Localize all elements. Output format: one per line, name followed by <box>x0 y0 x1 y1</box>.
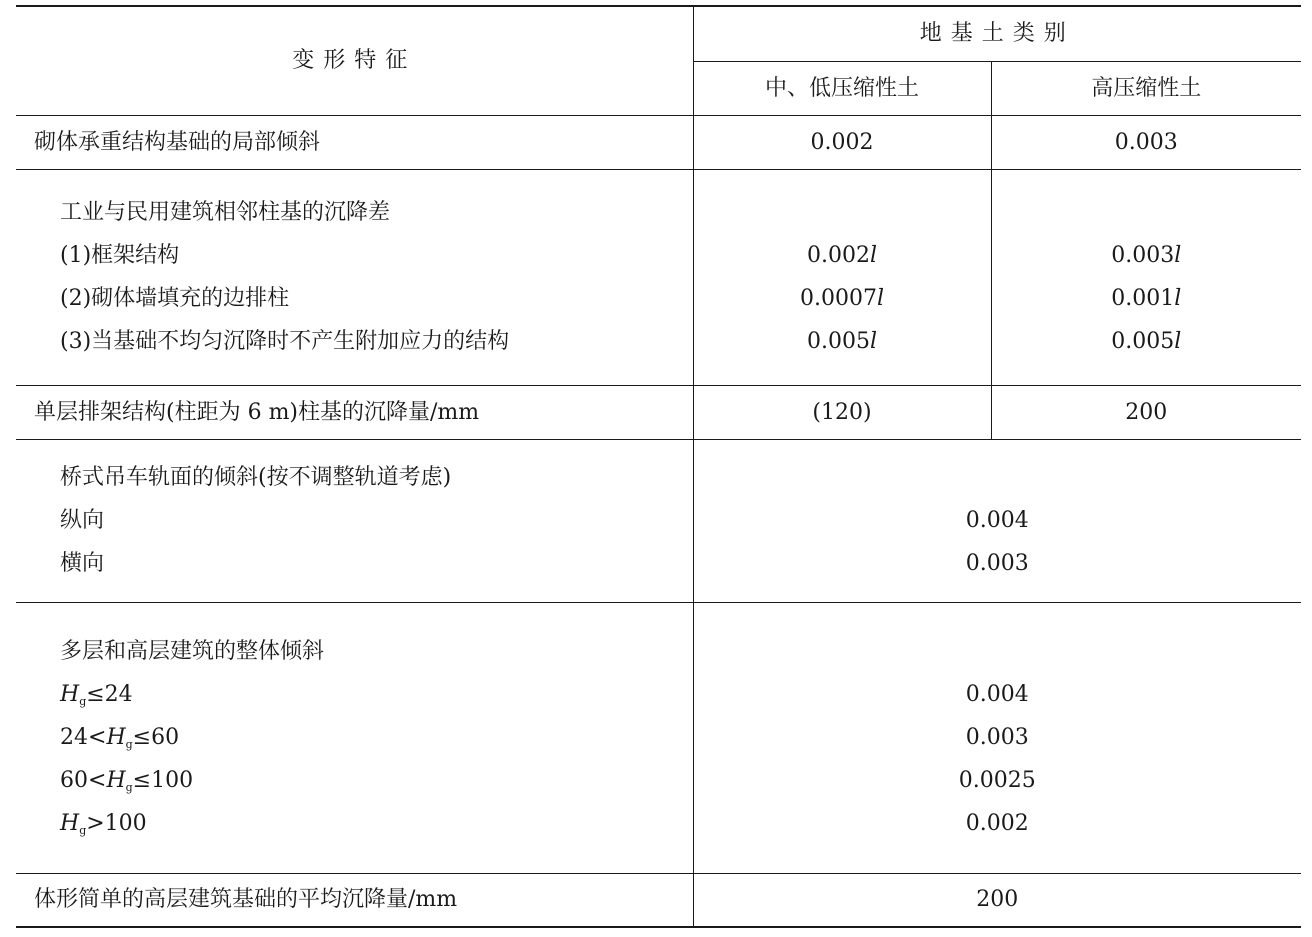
value-cell: 0.004 <box>965 508 1029 533</box>
value-cell: 0.001l <box>1111 286 1182 311</box>
value-cell: 0.005l <box>1111 329 1182 354</box>
value-cell: 0.0007l <box>799 286 885 311</box>
row-avg-settlement-value: 200 <box>693 873 1301 927</box>
row-settlement-diff-label <box>16 169 693 385</box>
value-cell: 0.0025 <box>958 768 1036 793</box>
table-row <box>16 385 1301 439</box>
header-row-top <box>16 6 1301 61</box>
row-crane-rail-tilt-title: 桥式吊车轨面的倾斜(按不调整轨道考虑) <box>60 465 452 490</box>
row-crane-rail-tilt-values <box>693 439 1301 602</box>
deformation-allowance-table <box>16 5 1301 928</box>
header-medium-low-compressibility: 中、低压缩性土 <box>693 61 991 115</box>
value-cell: 0.002l <box>806 243 878 268</box>
value-cell: 0.005l <box>806 329 878 354</box>
row-bent-frame-settlement-high: 200 <box>991 385 1301 439</box>
row-overall-tilt-label <box>16 602 693 873</box>
item-no-additional-stress-structure: (3)当基础不均匀沉降时不产生附加应力的结构 <box>60 329 510 354</box>
header-soil-category: 地基土类别 <box>693 6 1301 61</box>
row-overall-tilt-title: 多层和高层建筑的整体倾斜 <box>60 639 325 664</box>
row-bent-frame-settlement-label: 单层排架结构(柱距为 6 m)柱基的沉降量/mm <box>16 385 693 439</box>
item-frame-structure: (1)框架结构 <box>60 243 180 268</box>
table-row <box>16 873 1301 927</box>
item-height-range-2: $24<H_g\le 60$ <box>60 725 180 751</box>
value-cell: 0.003 <box>965 725 1029 750</box>
row-local-tilt-label: 砌体承重结构基础的局部倾斜 <box>16 115 693 169</box>
row-overall-tilt-values <box>693 602 1301 873</box>
item-transverse: 横向 <box>60 551 105 576</box>
value-cell: 0.003l <box>1111 243 1182 268</box>
value-cell: 0.003 <box>965 551 1029 576</box>
item-masonry-infill-edge-column: (2)砌体墙填充的边排柱 <box>60 286 290 311</box>
row-local-tilt-medium-low: 0.002 <box>693 115 991 169</box>
table-row <box>16 602 1301 873</box>
value-cell: 0.004 <box>965 682 1029 707</box>
row-settlement-diff-high <box>991 169 1301 385</box>
header-high-compressibility: 高压缩性土 <box>991 61 1301 115</box>
row-local-tilt-high: 0.003 <box>991 115 1301 169</box>
header-feature: 变形特征 <box>16 6 693 115</box>
item-height-range-1: $H_g\le 24$ <box>60 682 133 708</box>
value-cell: 0.002 <box>965 811 1029 836</box>
table-row <box>16 169 1301 385</box>
row-settlement-diff-medium-low <box>693 169 991 385</box>
table-row <box>16 115 1301 169</box>
table-row <box>16 439 1301 602</box>
item-longitudinal: 纵向 <box>60 508 105 533</box>
row-avg-settlement-label: 体形简单的高层建筑基础的平均沉降量/mm <box>16 873 693 927</box>
item-height-range-4: $H_g>100$ <box>60 811 147 837</box>
item-height-range-3: $60<H_g\le 100$ <box>60 768 194 794</box>
row-settlement-diff-title: 工业与民用建筑相邻柱基的沉降差 <box>60 200 391 225</box>
row-crane-rail-tilt-label <box>16 439 693 602</box>
row-bent-frame-settlement-medium-low: (120) <box>693 385 991 439</box>
